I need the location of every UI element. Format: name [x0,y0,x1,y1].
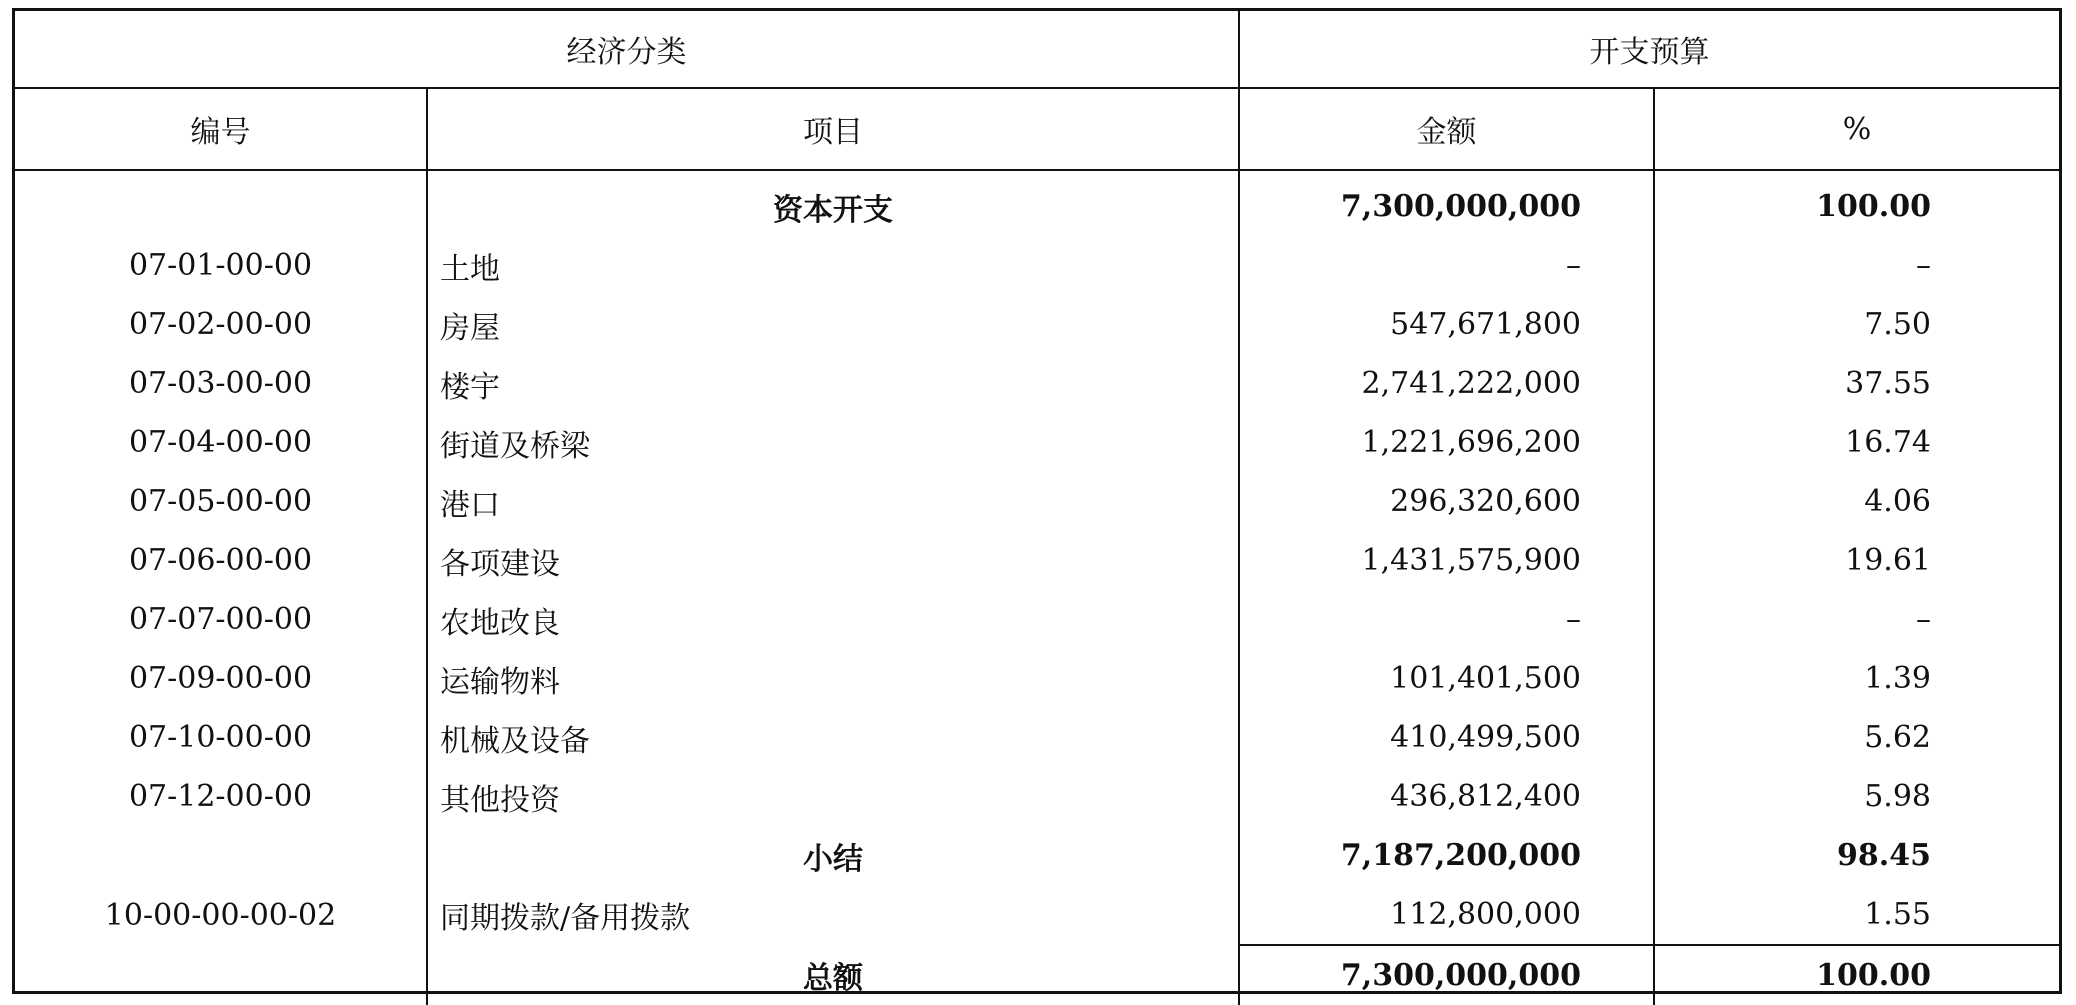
cell-amount: 7,300,000,000 [1239,170,1654,236]
cell-amount: 296,320,600 [1239,472,1654,531]
cell-percent: 16.74 [1845,425,1931,460]
cell-percent: 1.55 [1864,897,1931,932]
budget-table [15,11,2059,1005]
cell-item: 资本开支 [427,170,1239,236]
table-row [15,649,2059,708]
header-group-row [15,11,2059,88]
cell-code [15,826,427,885]
cell-code: 07-09-00-00 [15,649,427,708]
cell-code: 07-01-00-00 [15,236,427,295]
cell-amount: 436,812,400 [1239,767,1654,826]
table-row [15,590,2059,649]
table-row [15,354,2059,413]
table-row [15,236,2059,295]
cell-code [15,170,427,236]
cell-percent: 4.06 [1864,484,1931,519]
cell-code [15,945,427,1005]
cell-code: 07-10-00-00 [15,708,427,767]
table-row [15,708,2059,767]
column-header-row [15,88,2059,170]
table-body [15,170,2059,1005]
cell-amount: – [1239,590,1654,649]
header-expenditure-budget: 开支预算 [1239,11,2059,88]
header-economic-classification: 经济分类 [15,11,1239,88]
cell-amount: – [1239,236,1654,295]
cell-item: 同期拨款/备用拨款 [427,885,1239,945]
cell-item: 街道及桥梁 [427,413,1239,472]
table-row [15,413,2059,472]
cell-amount: 1,221,696,200 [1239,413,1654,472]
cell-percent: 100.00 [1816,189,1931,224]
cell-item: 机械及设备 [427,708,1239,767]
table-row [15,885,2059,945]
cell-item: 小结 [427,826,1239,885]
cell-amount: 2,741,222,000 [1239,354,1654,413]
table-row [15,826,2059,885]
cell-amount: 112,800,000 [1239,885,1654,945]
cell-item: 房屋 [427,295,1239,354]
cell-amount: 410,499,500 [1239,708,1654,767]
cell-percent: 7.50 [1864,307,1931,342]
cell-amount: 101,401,500 [1239,649,1654,708]
column-header-code: 编号 [15,88,427,170]
cell-item: 楼宇 [427,354,1239,413]
cell-amount: 547,671,800 [1239,295,1654,354]
cell-percent: 19.61 [1845,543,1931,578]
cell-amount: 7,300,000,000 [1239,945,1654,1005]
cell-code: 07-12-00-00 [15,767,427,826]
cell-item: 其他投资 [427,767,1239,826]
cell-item: 港口 [427,472,1239,531]
cell-code: 07-07-00-00 [15,590,427,649]
cell-percent: 100.00 [1654,945,2059,1005]
cell-item: 总额 [427,945,1239,1005]
cell-code: 07-06-00-00 [15,531,427,590]
cell-percent: 98.45 [1837,838,1931,873]
cell-item: 运输物料 [427,649,1239,708]
cell-code: 07-05-00-00 [15,472,427,531]
column-header-amount: 金额 [1239,88,1654,170]
table-row [15,945,2059,1005]
table-row [15,295,2059,354]
cell-percent: – [1916,248,1931,283]
cell-percent: 37.55 [1845,366,1931,401]
cell-code: 07-03-00-00 [15,354,427,413]
cell-code: 07-04-00-00 [15,413,427,472]
cell-amount: 7,187,200,000 [1239,826,1654,885]
table-row [15,767,2059,826]
cell-percent: 5.62 [1864,720,1931,755]
table-row [15,531,2059,590]
cell-code: 10-00-00-00-02 [15,885,427,945]
cell-percent: 1.39 [1864,661,1931,696]
cell-item: 农地改良 [427,590,1239,649]
cell-percent: – [1916,602,1931,637]
column-header-item: 项目 [427,88,1239,170]
cell-code: 07-02-00-00 [15,295,427,354]
cell-percent: 5.98 [1864,779,1931,814]
cell-amount: 1,431,575,900 [1239,531,1654,590]
budget-table-frame [12,8,2062,994]
column-header-percent: % [1654,88,2059,170]
cell-item: 土地 [427,236,1239,295]
table-row [15,472,2059,531]
cell-item: 各项建设 [427,531,1239,590]
table-row [15,170,2059,236]
